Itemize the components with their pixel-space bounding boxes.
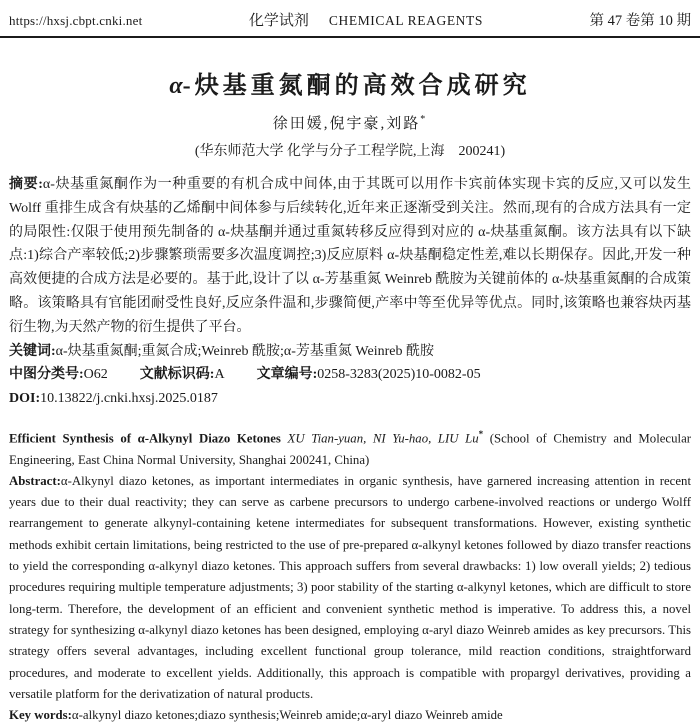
article-id-value: 0258-3283(2025)10-0082-05 [317, 367, 481, 383]
title-text: -炔基重氮酮的高效合成研究 [182, 73, 531, 99]
document-code [140, 367, 225, 382]
journal-header [9, 0, 691, 36]
keywords-cn-label: 关键词: [9, 343, 56, 359]
doi-label: DOI: [9, 391, 41, 407]
title-en [9, 424, 691, 471]
english-section [9, 424, 691, 726]
document-code-value: A [214, 367, 225, 383]
doi-value: 10.13822/j.cnki.hxsj.2025.0187 [40, 391, 218, 407]
clc-value: O62 [83, 367, 108, 383]
corresponding-author-mark-en: * [478, 428, 484, 439]
volume-issue: 第 47 卷第 10 期 [589, 13, 691, 29]
keywords-en [9, 705, 691, 726]
title-en-text: Efficient Synthesis of α-Alkynyl Diazo Ketones [9, 431, 281, 446]
abstract-en-text: α-Alkynyl diazo ketones, as important intermediates in organic synthesis, have garnered increasing attention in recent years due to their dual reactivity; they can serve as carbene precursors to undergo carbene-involved reactions or undergo Wolff rearrangement to generate alkynyl-containing ketene intermediates for subsequent transformations. However, existing synthetic methods exhibit certain limitations, being restricted to the use of pre-prepared α-alkynyl ketones followed by diazo transfer reactions to yield the corresponding α-alkynyl diazo ketones. This approach suffers from several drawbacks: 1) low overall yields; 2) tedious procedures requiring multiple temperature adjustments; 3) poor stability of the starting α-alkynyl ketones, which are difficult to store long-term. Therefore, the development of an efficient and convenient synthetic method is imperative. To address this, a novel strategy for synthesizing α-alkynyl diazo ketones has been designed, employing α-aryl diazo Weinreb amides as key precursors. This strategy offers several advantages, including excellent functional group tolerance, mild reaction conditions, straightforward procedures, and moderate to excellent yields. Additionally, this approach is compatible with propargyl derivatives, providing a versatile platform for the derivatization of natural products. [9, 473, 691, 701]
article-id [257, 367, 481, 382]
affiliation-cn: (华东师范大学 化学与分子工程学院,上海 200241) [194, 144, 506, 159]
abstract-cn-text: α-炔基重氮酮作为一种重要的有机合成中间体,由于其既可以用作卡宾前体实现卡宾的反应,又可以发生 Wolff 重排生成含有炔基的乙烯酮中间体参与后续转化,近年来正逐渐受到关注。然而,现有的合成方法具有一定的局限性:仅限于使用预先制备的 α-炔基酮并通过重氮转移反应得到对应的 α-炔基重氮酮。该方法具有以下缺点:1)综合产率较低;2)步骤繁琐需要多次温度调控;3)反应原料 α-炔基酮稳定性差,难以长期保存。因此,开发一种高效便捷的合成方法是必要的。基于此,设计了以 α-芳基重氮 Weinreb 酰胺为关键前体的 α-炔基重氮酮的合成策略。该策略具有官能团耐受性良好,反应条件温和,步骤简便,产率中等至优异等优点。同时,该策略也兼容炔丙基衍生物,为天然产物的衍生提供了平台。 [9, 177, 691, 335]
authors-en: XU Tian-yuan, NI Yu-hao, LIU Lu [287, 431, 479, 446]
chinese-front-matter [9, 173, 691, 411]
keywords-en-label: Key words: [9, 708, 72, 723]
keywords-en-text: α-alkynyl diazo ketones;diazo synthesis;Weinreb amide;α-aryl diazo Weinreb amide [71, 708, 503, 723]
document-code-label: 文献标识码: [139, 367, 215, 383]
journal-name [249, 9, 483, 30]
authors-cn [9, 112, 691, 133]
article-id-label: 文章编号: [256, 367, 318, 383]
affiliation-en: (School of Chemistry and Molecular Engineering, East China Normal University, Shanghai 200241, China) [9, 431, 692, 467]
keywords-cn [9, 340, 691, 364]
abstract-en [9, 471, 691, 705]
clc-label: 中图分类号: [9, 367, 84, 383]
doi-line [9, 387, 691, 411]
title-alpha: α [169, 73, 183, 99]
journal-name-cn: 化学试剂 [248, 13, 309, 29]
meta-line [9, 363, 691, 387]
keywords-cn-text: α-炔基重氮酮;重氮合成;Weinreb 酰胺;α-芳基重氮 Weinreb 酰胺 [55, 343, 434, 359]
corresponding-author-mark: * [420, 114, 428, 125]
author-names: 徐田媛,倪宇豪,刘路 [272, 116, 421, 132]
abstract-cn-label: 摘要: [9, 177, 43, 192]
abstract-en-label: Abstract: [9, 473, 61, 488]
abstract-cn [9, 173, 691, 340]
journal-name-en: CHEMICAL REAGENTS [328, 13, 483, 28]
paper-title-cn [9, 65, 691, 100]
header-divider [0, 36, 700, 38]
clc-number [9, 367, 108, 382]
journal-url: https://hxsj.cbpt.cnki.net [9, 13, 143, 28]
